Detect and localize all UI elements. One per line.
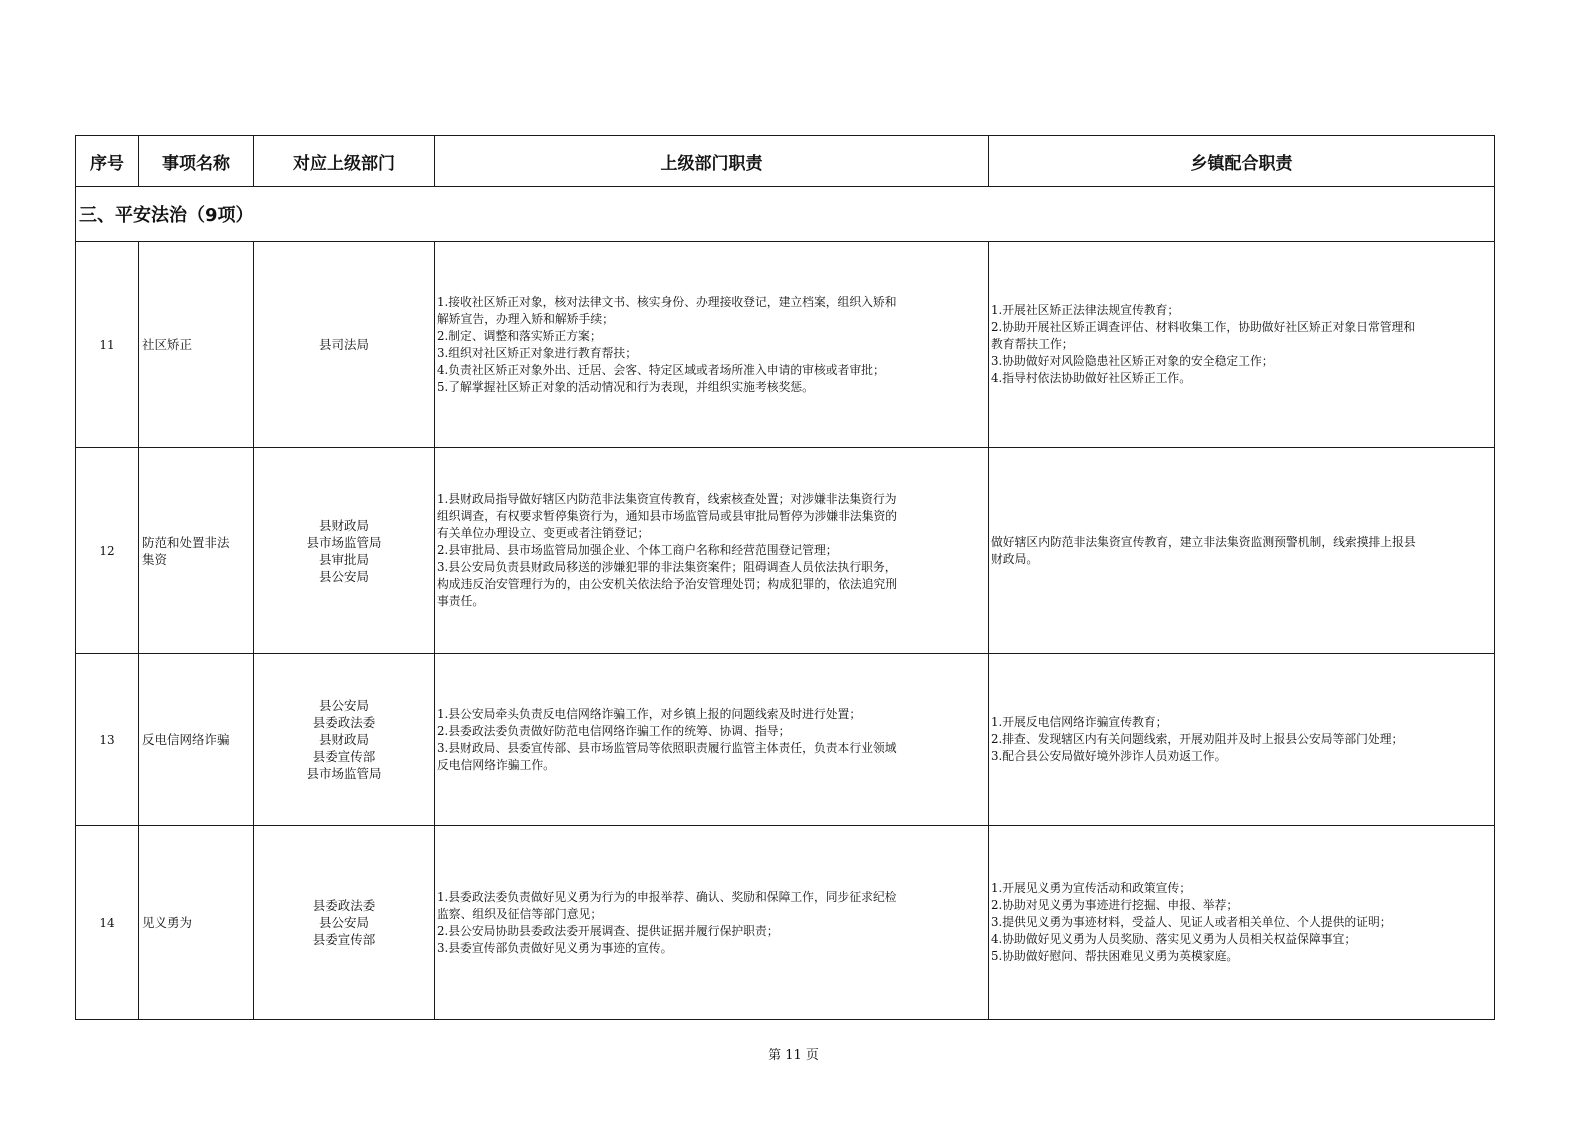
- duty-line: 4.协助做好见义勇为人员奖励、落实见义勇为人员相关权益保障事宜；: [991, 932, 1357, 946]
- table-row: [76, 242, 1495, 448]
- row-upper-duty: [435, 242, 989, 448]
- header-name: 事项名称: [139, 136, 254, 187]
- section-title: 三、平安法治（9项）: [76, 187, 1495, 242]
- dept-line: 县公安局: [318, 568, 369, 584]
- name-line: 反电信网络诈骗: [142, 732, 230, 747]
- dept-line: 县委政法委: [312, 898, 376, 913]
- duty-line: 财政局。: [991, 551, 1039, 566]
- dept-line: 县公安局: [318, 698, 369, 713]
- duty-line: 1.接收社区矫正对象，核对法律文书、核实身份、办理接收登记，建立档案，组织入矫和: [437, 294, 897, 309]
- header-town-duty: 乡镇配合职责: [989, 136, 1495, 187]
- duty-line: 4.负责社区矫正对象外出、迁居、会客、特定区域或者场所准入申请的审核或者审批；: [437, 362, 885, 377]
- row-name: [139, 826, 254, 1020]
- row-dept: [254, 826, 435, 1020]
- duty-line: 1.开展社区矫正法律法规宣传教育；: [991, 303, 1180, 317]
- duty-line: 5.了解掌握社区矫正对象的活动情况和行为表现，并组织实施考核奖惩。: [437, 379, 814, 394]
- duty-line: 2.县委政法委负责做好防范电信网络诈骗工作的统筹、协调、指导；: [437, 723, 791, 738]
- name-line: 防范和处置非法: [142, 534, 230, 550]
- duty-line: 监察、组织及征信等部门意见；: [437, 906, 603, 921]
- row-no: 11: [76, 242, 139, 448]
- table-row: [76, 448, 1495, 654]
- duty-line: 1.开展见义勇为宣传活动和政策宣传；: [991, 881, 1192, 895]
- duty-line: 3.县财政局、县委宣传部、县市场监管局等依照职责履行监管主体责任，负责本行业领域: [437, 740, 897, 755]
- dept-line: 县审批局: [318, 551, 369, 567]
- duty-line: 构成违反治安管理行为的，由公安机关依法给予治安管理处罚；构成犯罪的，依法追究刑: [437, 577, 898, 591]
- row-name: [139, 448, 254, 654]
- duty-line: 反电信网络诈骗工作。: [437, 757, 555, 772]
- duty-line: 事责任。: [437, 594, 485, 608]
- row-upper-duty: [435, 654, 989, 826]
- duty-line: 3.县公安局负责县财政局移送的涉嫌犯罪的非法集资案件；阻碍调查人员依法执行职务，: [437, 560, 897, 574]
- header-dept: 对应上级部门: [254, 136, 435, 187]
- page-number: 第 11 页: [768, 1048, 819, 1063]
- section-row: [76, 187, 1495, 242]
- duty-line: 4.指导村依法协助做好社区矫正工作。: [991, 371, 1192, 385]
- duty-line: 组织调查，有权要求暂停集资行为，通知县市场监管局或县审批局暂停为涉嫌非法集资的: [437, 509, 898, 523]
- row-dept: [254, 448, 435, 654]
- row-town-duty: [989, 448, 1495, 654]
- duty-line: 5.协助做好慰问、帮扶困难见义勇为英模家庭。: [991, 949, 1239, 963]
- duty-line: 3.组织对社区矫正对象进行教育帮扶；: [437, 345, 638, 360]
- row-name: [139, 242, 254, 448]
- dept-line: 县司法局: [318, 337, 369, 352]
- row-town-duty: [989, 654, 1495, 826]
- duty-line: 解矫宣告，办理入矫和解矫手续；: [437, 311, 614, 326]
- row-no: 12: [76, 448, 139, 654]
- duty-line: 2.协助开展社区矫正调查评估、材料收集工作，协助做好社区矫正对象日常管理和: [991, 320, 1416, 334]
- duty-line: 1.县公安局牵头负责反电信网络诈骗工作，对乡镇上报的问题线索及时进行处置；: [437, 706, 862, 721]
- duty-line: 2.协助对见义勇为事迹进行挖掘、申报、举荐；: [991, 898, 1239, 912]
- row-no: 14: [76, 826, 139, 1020]
- duty-line: 1.县委政法委负责做好见义勇为行为的申报举荐、确认、奖励和保障工作，同步征求纪检: [437, 889, 897, 904]
- duty-line: 2.排查、发现辖区内有关问题线索，开展劝阻并及时上报县公安局等部门处理；: [991, 732, 1404, 746]
- name-line: 集资: [142, 551, 168, 567]
- row-no: 13: [76, 654, 139, 826]
- row-town-duty: [989, 242, 1495, 448]
- dept-line: 县委宣传部: [312, 749, 376, 764]
- dept-line: 县市场监管局: [306, 534, 382, 550]
- duty-line: 3.协助做好对风险隐患社区矫正对象的安全稳定工作；: [991, 354, 1274, 368]
- row-upper-duty: [435, 826, 989, 1020]
- header-row: [76, 136, 1495, 187]
- duty-line: 3.配合县公安局做好境外涉诈人员劝返工作。: [991, 749, 1227, 763]
- dept-line: 县财政局: [318, 732, 369, 747]
- duty-line: 2.县公安局协助县委政法委开展调查、提供证据并履行保护职责；: [437, 923, 779, 938]
- duty-line: 教育帮扶工作；: [991, 337, 1074, 351]
- duty-line: 2.县审批局、县市场监管局加强企业、个体工商户名称和经营范围登记管理；: [437, 543, 838, 557]
- row-upper-duty: [435, 448, 989, 654]
- duty-line: 3.提供见义勇为事迹材料，受益人、见证人或者相关单位、个人提供的证明；: [991, 915, 1392, 929]
- header-upper-duty: 上级部门职责: [435, 136, 989, 187]
- row-dept: [254, 654, 435, 826]
- duty-line: 1.开展反电信网络诈骗宣传教育；: [991, 715, 1168, 729]
- duty-line: 2.制定、调整和落实矫正方案；: [437, 328, 602, 343]
- duty-line: 3.县委宣传部负责做好见义勇为事迹的宣传。: [437, 940, 673, 955]
- header-no: 序号: [76, 136, 139, 187]
- dept-line: 县市场监管局: [306, 766, 382, 781]
- dept-line: 县委政法委: [312, 715, 376, 730]
- duty-table: [75, 135, 1495, 1020]
- dept-line: 县财政局: [318, 517, 369, 533]
- dept-line: 县公安局: [318, 915, 369, 930]
- row-town-duty: [989, 826, 1495, 1020]
- name-line: 见义勇为: [142, 915, 193, 930]
- duty-line: 1.县财政局指导做好辖区内防范非法集资宣传教育，线索核查处置；对涉嫌非法集资行为: [437, 492, 897, 506]
- row-dept: [254, 242, 435, 448]
- duty-line: 做好辖区内防范非法集资宣传教育，建立非法集资监测预警机制，线索摸排上报县: [991, 534, 1416, 549]
- table-row: [76, 654, 1495, 826]
- dept-line: 县委宣传部: [312, 932, 376, 947]
- table-row: [76, 826, 1495, 1020]
- duty-line: 有关单位办理设立、变更或者注销登记；: [437, 526, 650, 540]
- row-name: [139, 654, 254, 826]
- name-line: 社区矫正: [142, 337, 193, 352]
